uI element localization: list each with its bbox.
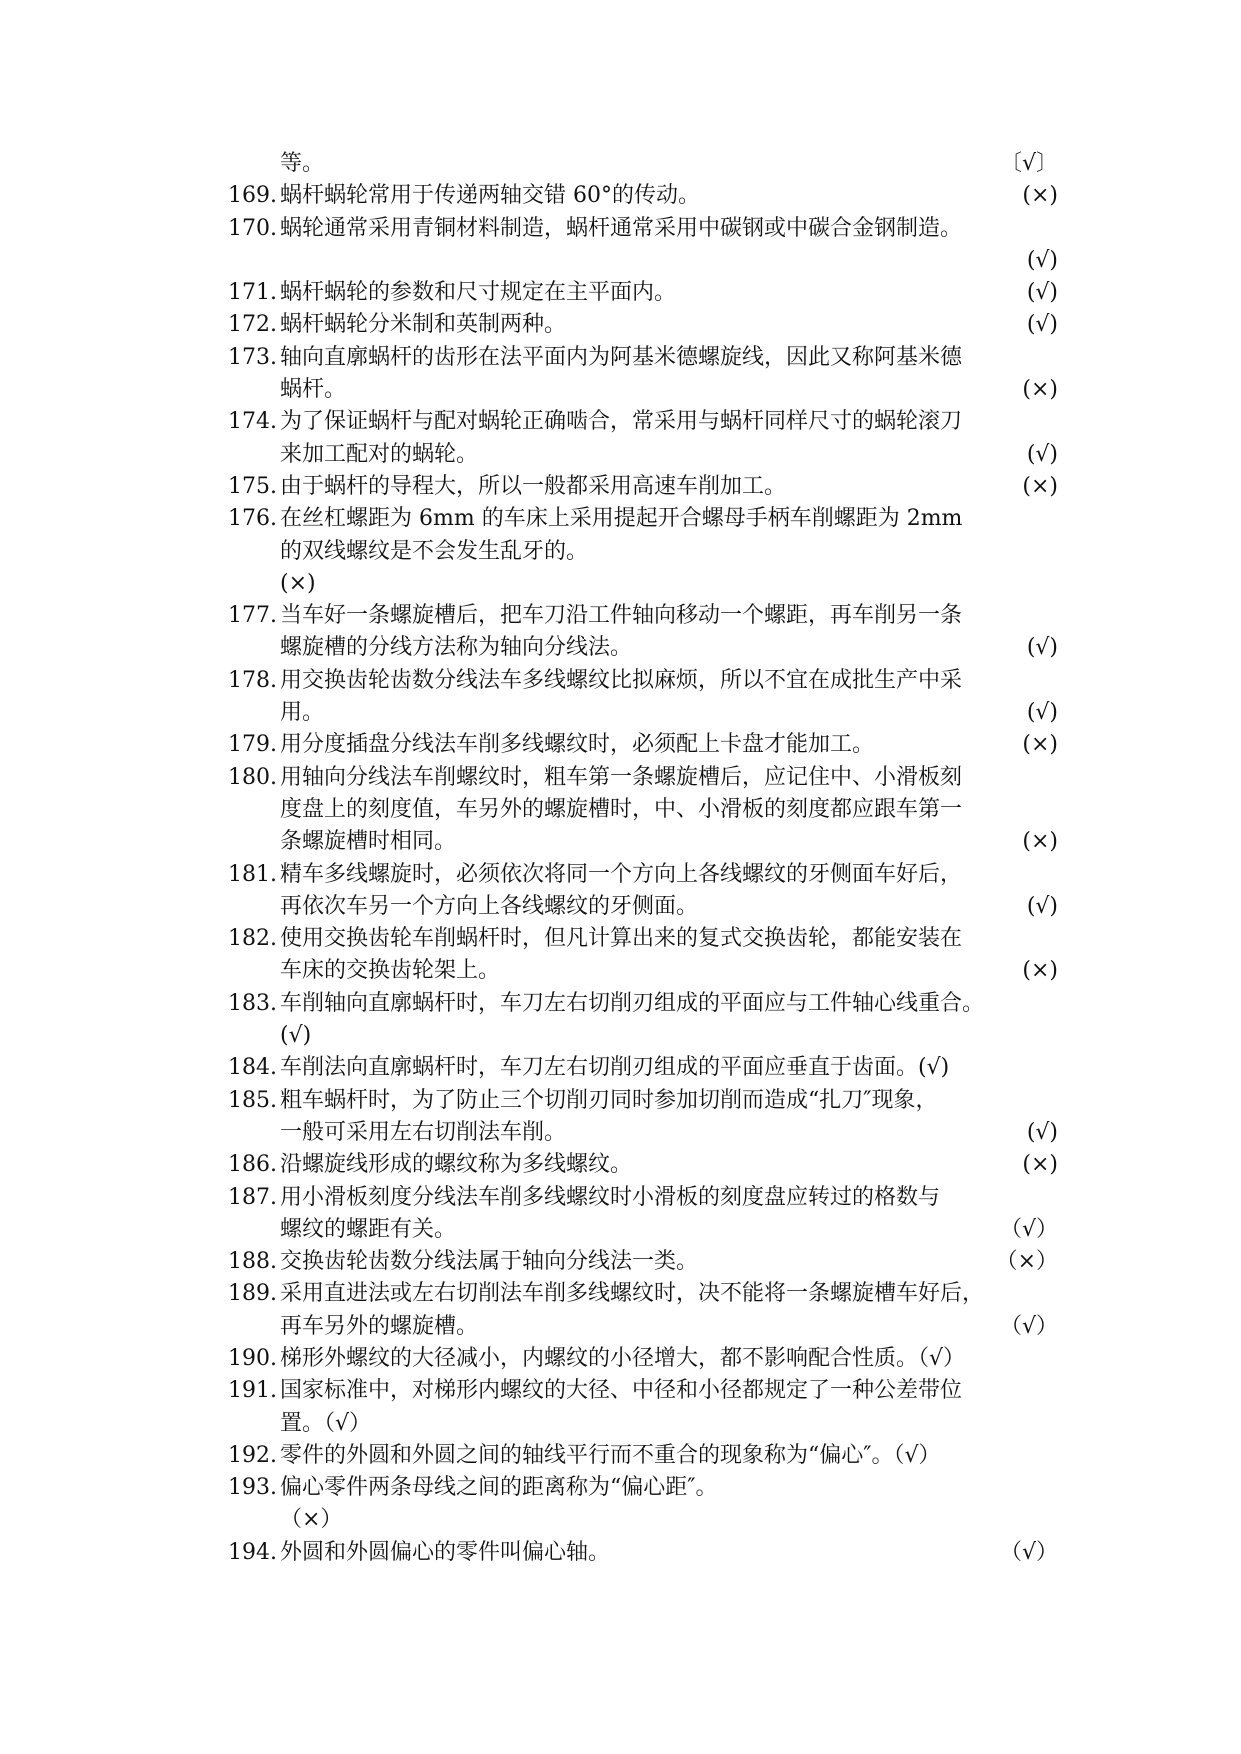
item-text: 当车好一条螺旋槽后，把车刀沿工件轴向移动一个螺距，再车削另一条	[280, 603, 963, 629]
item-number: 194.	[228, 1539, 277, 1565]
text-line	[228, 762, 1058, 794]
item-number: 190.	[228, 1345, 277, 1371]
answer-mark: (√)	[1026, 893, 1058, 919]
answer-mark: （√）	[999, 1539, 1058, 1565]
item-text: 由于蜗杆的导程大，所以一般都采用高速车削加工。	[280, 473, 787, 499]
item-text: 采用直进法或左右切削法车削多线螺纹时，决不能将一条螺旋槽车好后，	[280, 1281, 985, 1307]
text-line	[228, 891, 1058, 923]
text-line	[228, 406, 1058, 438]
item-text: 来加工配对的蜗轮。	[280, 441, 479, 467]
text-line	[228, 1246, 1058, 1278]
answer-mark: (×)	[1022, 377, 1058, 403]
item-number: 191.	[228, 1378, 277, 1404]
item-text: 外圆和外圆偏心的零件叫偏心轴。	[280, 1539, 611, 1565]
item-text: 粗车蜗杆时，为了防止三个切削刃同时参加切削而造成“扎刀″现象，	[280, 1087, 938, 1113]
text-line	[228, 148, 1058, 180]
item-number: 183.	[228, 990, 277, 1016]
answer-mark: (√)	[1026, 441, 1058, 467]
text-line	[228, 859, 1058, 891]
item-number: 193.	[228, 1475, 277, 1501]
answer-mark: (×)	[1022, 1152, 1058, 1178]
item-text: 车削法向直廓蜗杆时，车刀左右切削刃组成的平面应垂直于齿面。(√)	[280, 1055, 950, 1081]
answer-mark: (×)	[1022, 473, 1058, 499]
text-line	[228, 632, 1058, 664]
item-number: 188.	[228, 1249, 277, 1275]
item-text: 精车多线螺旋时，必须依次将同一个方向上各线螺纹的牙侧面车好后，	[280, 861, 963, 887]
item-number: 181.	[228, 861, 277, 887]
text-line	[228, 1408, 1058, 1440]
item-number: 180.	[228, 764, 277, 790]
item-text: 偏心零件两条母线之间的距离称为“偏心距″。	[280, 1475, 718, 1501]
item-text: 用。	[280, 700, 325, 726]
item-number: 169.	[228, 183, 277, 209]
item-number: 186.	[228, 1152, 277, 1178]
item-text: (√)	[280, 1023, 312, 1049]
item-number: 175.	[228, 473, 277, 499]
item-text: 置。（√）	[280, 1410, 372, 1436]
item-text: 等。	[280, 151, 325, 176]
text-line	[228, 245, 1058, 277]
text-line	[228, 277, 1058, 309]
text-line	[228, 374, 1058, 406]
item-text: 螺纹的螺距有关。	[280, 1216, 457, 1242]
item-text: 用分度插盘分线法车削多线螺纹时，必须配上卡盘才能加工。	[280, 732, 875, 758]
text-line	[228, 826, 1058, 858]
text-line	[228, 503, 1058, 535]
item-text: 再车另外的螺旋槽。	[280, 1313, 479, 1339]
text-line	[228, 1472, 1058, 1504]
item-text: 交换齿轮齿数分线法属于轴向分线法一类。	[280, 1249, 699, 1275]
text-line	[228, 180, 1058, 212]
item-text: 零件的外圆和外圆之间的轴线平行而不重合的现象称为“偏心″。（√）	[280, 1442, 941, 1468]
item-number: 192.	[228, 1442, 277, 1468]
text-line	[228, 342, 1058, 374]
text-line	[228, 1085, 1058, 1117]
answer-mark: （√）	[999, 1313, 1058, 1339]
item-number: 177.	[228, 603, 277, 629]
text-line	[228, 955, 1058, 987]
item-number: 171.	[228, 280, 277, 306]
item-text: 用交换齿轮齿数分线法车多线螺纹比拟麻烦，所以不宜在成批生产中采	[280, 667, 963, 693]
text-line	[228, 1149, 1058, 1181]
text-line	[228, 1117, 1058, 1149]
item-text: 为了保证蜗杆与配对蜗轮正确啮合，常采用与蜗杆同样尺寸的蜗轮滚刀	[280, 409, 963, 435]
text-line	[228, 1052, 1058, 1084]
item-text: 沿螺旋线形成的螺纹称为多线螺纹。	[280, 1152, 633, 1178]
item-text: 一般可采用左右切削法车削。	[280, 1119, 567, 1145]
question-list	[228, 148, 1058, 1569]
answer-mark: 〔√〕	[999, 151, 1058, 176]
text-line	[228, 439, 1058, 471]
item-text: 度盘上的刻度值，车另外的螺旋槽时，中、小滑板的刻度都应跟车第一	[280, 796, 963, 822]
text-line	[228, 1311, 1058, 1343]
text-line	[228, 923, 1058, 955]
answer-mark: (×)	[1022, 829, 1058, 855]
item-text: (×)	[280, 570, 316, 596]
text-line	[228, 1278, 1058, 1310]
item-number: 178.	[228, 667, 277, 693]
item-text: 再依次车另一个方向上各线螺纹的牙侧面。	[280, 893, 699, 919]
text-line	[228, 213, 1058, 245]
item-text: 国家标准中，对梯形内螺纹的大径、中径和小径都规定了一种公差带位	[280, 1378, 963, 1404]
text-line	[228, 1375, 1058, 1407]
item-text: 蜗轮通常采用青铜材料制造，蜗杆通常采用中碳钢或中碳合金钢制造。	[280, 215, 963, 241]
text-line	[228, 309, 1058, 341]
answer-mark: (×)	[1022, 183, 1058, 209]
text-line	[228, 665, 1058, 697]
answer-mark: (√)	[1026, 247, 1058, 273]
item-text: （×）	[280, 1507, 343, 1533]
text-line	[228, 988, 1058, 1020]
text-line	[228, 697, 1058, 729]
answer-mark: (√)	[1026, 312, 1058, 338]
answer-mark: （×）	[995, 1249, 1058, 1275]
item-text: 蜗杆蜗轮的参数和尺寸规定在主平面内。	[280, 280, 677, 306]
item-number: 172.	[228, 312, 277, 338]
item-text: 用轴向分线法车削螺纹时，粗车第一条螺旋槽后，应记住中、小滑板刻	[280, 764, 963, 790]
item-number: 170.	[228, 215, 277, 241]
item-number: 174.	[228, 409, 277, 435]
item-text: 蜗杆蜗轮常用于传递两轴交错 60°的传动。	[280, 183, 700, 209]
item-number: 185.	[228, 1087, 277, 1113]
item-number: 179.	[228, 732, 277, 758]
text-line	[228, 471, 1058, 503]
answer-mark: (√)	[1026, 1119, 1058, 1145]
text-line	[228, 1504, 1058, 1536]
answer-mark: (√)	[1026, 280, 1058, 306]
item-text: 轴向直廓蜗杆的齿形在法平面内为阿基米德螺旋线，因此又称阿基米德	[280, 344, 963, 370]
text-line	[228, 536, 1058, 568]
item-text: 蜗杆蜗轮分米制和英制两种。	[280, 312, 567, 338]
answer-mark: (√)	[1026, 635, 1058, 661]
item-text: 车床的交换齿轮架上。	[280, 958, 501, 984]
text-line	[228, 794, 1058, 826]
item-number: 187.	[228, 1184, 277, 1210]
item-number: 189.	[228, 1281, 277, 1307]
item-text: 在丝杠螺距为 6mm 的车床上采用提起开合螺母手柄车削螺距为 2mm	[280, 506, 963, 532]
text-line	[228, 1214, 1058, 1246]
text-line	[228, 568, 1058, 600]
answer-mark: (×)	[1022, 958, 1058, 984]
text-line	[228, 729, 1058, 761]
item-number: 176.	[228, 506, 277, 532]
answer-mark: （√）	[999, 1216, 1058, 1242]
item-number: 173.	[228, 344, 277, 370]
item-text: 车削轴向直廓蜗杆时，车刀左右切削刃组成的平面应与工件轴心线重合。	[280, 990, 985, 1016]
text-line	[228, 600, 1058, 632]
text-line	[228, 1343, 1058, 1375]
answer-mark: (√)	[1026, 700, 1058, 726]
text-line	[228, 1020, 1058, 1052]
item-number: 184.	[228, 1055, 277, 1081]
item-text: 蜗杆。	[280, 377, 347, 403]
item-text: 梯形外螺纹的大径减小，内螺纹的小径增大，都不影响配合性质。（√）	[280, 1345, 966, 1371]
answer-mark: (×)	[1022, 732, 1058, 758]
text-line	[228, 1440, 1058, 1472]
item-text: 的双线螺纹是不会发生乱牙的。	[280, 538, 589, 564]
item-text: 条螺旋槽时相同。	[280, 829, 457, 855]
text-line	[228, 1537, 1058, 1569]
text-line	[228, 1182, 1058, 1214]
item-text: 螺旋槽的分线方法称为轴向分线法。	[280, 635, 633, 661]
item-number: 182.	[228, 926, 277, 952]
item-text: 用小滑板刻度分线法车削多线螺纹时小滑板的刻度盘应转过的格数与	[280, 1184, 941, 1210]
item-text: 使用交换齿轮车削蜗杆时，但凡计算出来的复式交换齿轮，都能安装在	[280, 926, 963, 952]
